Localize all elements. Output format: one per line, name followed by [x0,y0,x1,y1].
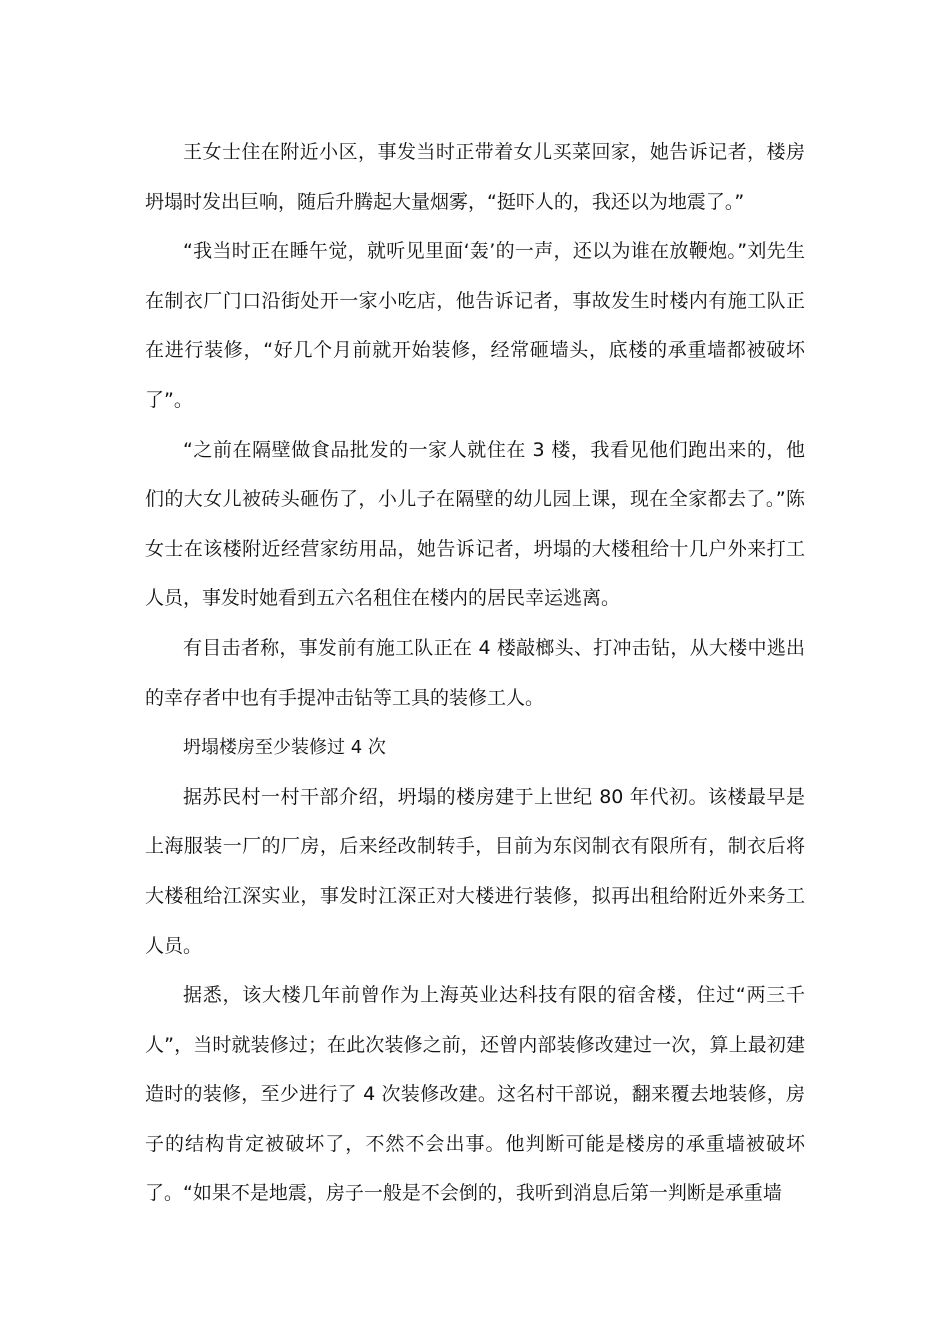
article-body [145,128,805,1219]
paragraph-chen-witness: “之前在隔壁做食品批发的一家人就住在 3 楼，我看见他们跑出来的，他们的大女儿被砖头砸伤了，小儿子在隔壁的幼儿园上课，现在全家都去了。”陈女士在该楼附近经营家纺用品，她告诉记者，坍塌的大楼租给十几户外来打工人员，事发时她看到五六名租住在楼内的居民幸运逃离。 [145,438,805,610]
section-subheading: 坍塌楼房至少装修过 4 次 [183,737,386,759]
paragraph-eyewitness: 有目击者称，事发前有施工队正在 4 楼敲榔头、打冲击钻，从大楼中逃出的幸存者中也有手提冲击钻等工具的装修工人。 [145,636,805,709]
paragraph-village-cadre: 据苏民村一村干部介绍，坍塌的楼房建于上世纪 80 年代初。该楼最早是上海服装一厂的厂房，后来经改制转手，目前为东闵制衣有限所有，制衣后将大楼租给江深实业，事发时江深正对大楼进行装修，拟再出租给附近外来务工人员。 [145,785,805,957]
paragraph-liu-witness: “我当时正在睡午觉，就听见里面‘轰’的一声，还以为谁在放鞭炮。”刘先生在制衣厂门口沿街处开一家小吃店，他告诉记者，事故发生时楼内有施工队正在进行装修，“好几个月前就开始装修，经常砸墙头，底楼的承重墙都被破坏了”。 [145,240,805,411]
paragraph-renovation-history: 据悉，该大楼几年前曾作为上海英业达科技有限的宿舍楼，住过“两三千人”，当时就装修过；在此次装修之前，还曾内部装修改建过一次，算上最初建造时的装修，至少进行了 4 次装修改建。这名村干部说，翻来覆去地装修，房子的结构肯定被破坏了，不然不会出事。他判断可能是楼房的承重墙被破坏了。“如果不是地震，房子一般是不会倒的，我听到消息后第一判断是承重墙 [145,984,805,1205]
paragraph-wang-witness: 王女士住在附近小区，事发当时正带着女儿买菜回家，她告诉记者，楼房坍塌时发出巨响，随后升腾起大量烟雾，“挺吓人的，我还以为地震了。” [145,141,805,213]
